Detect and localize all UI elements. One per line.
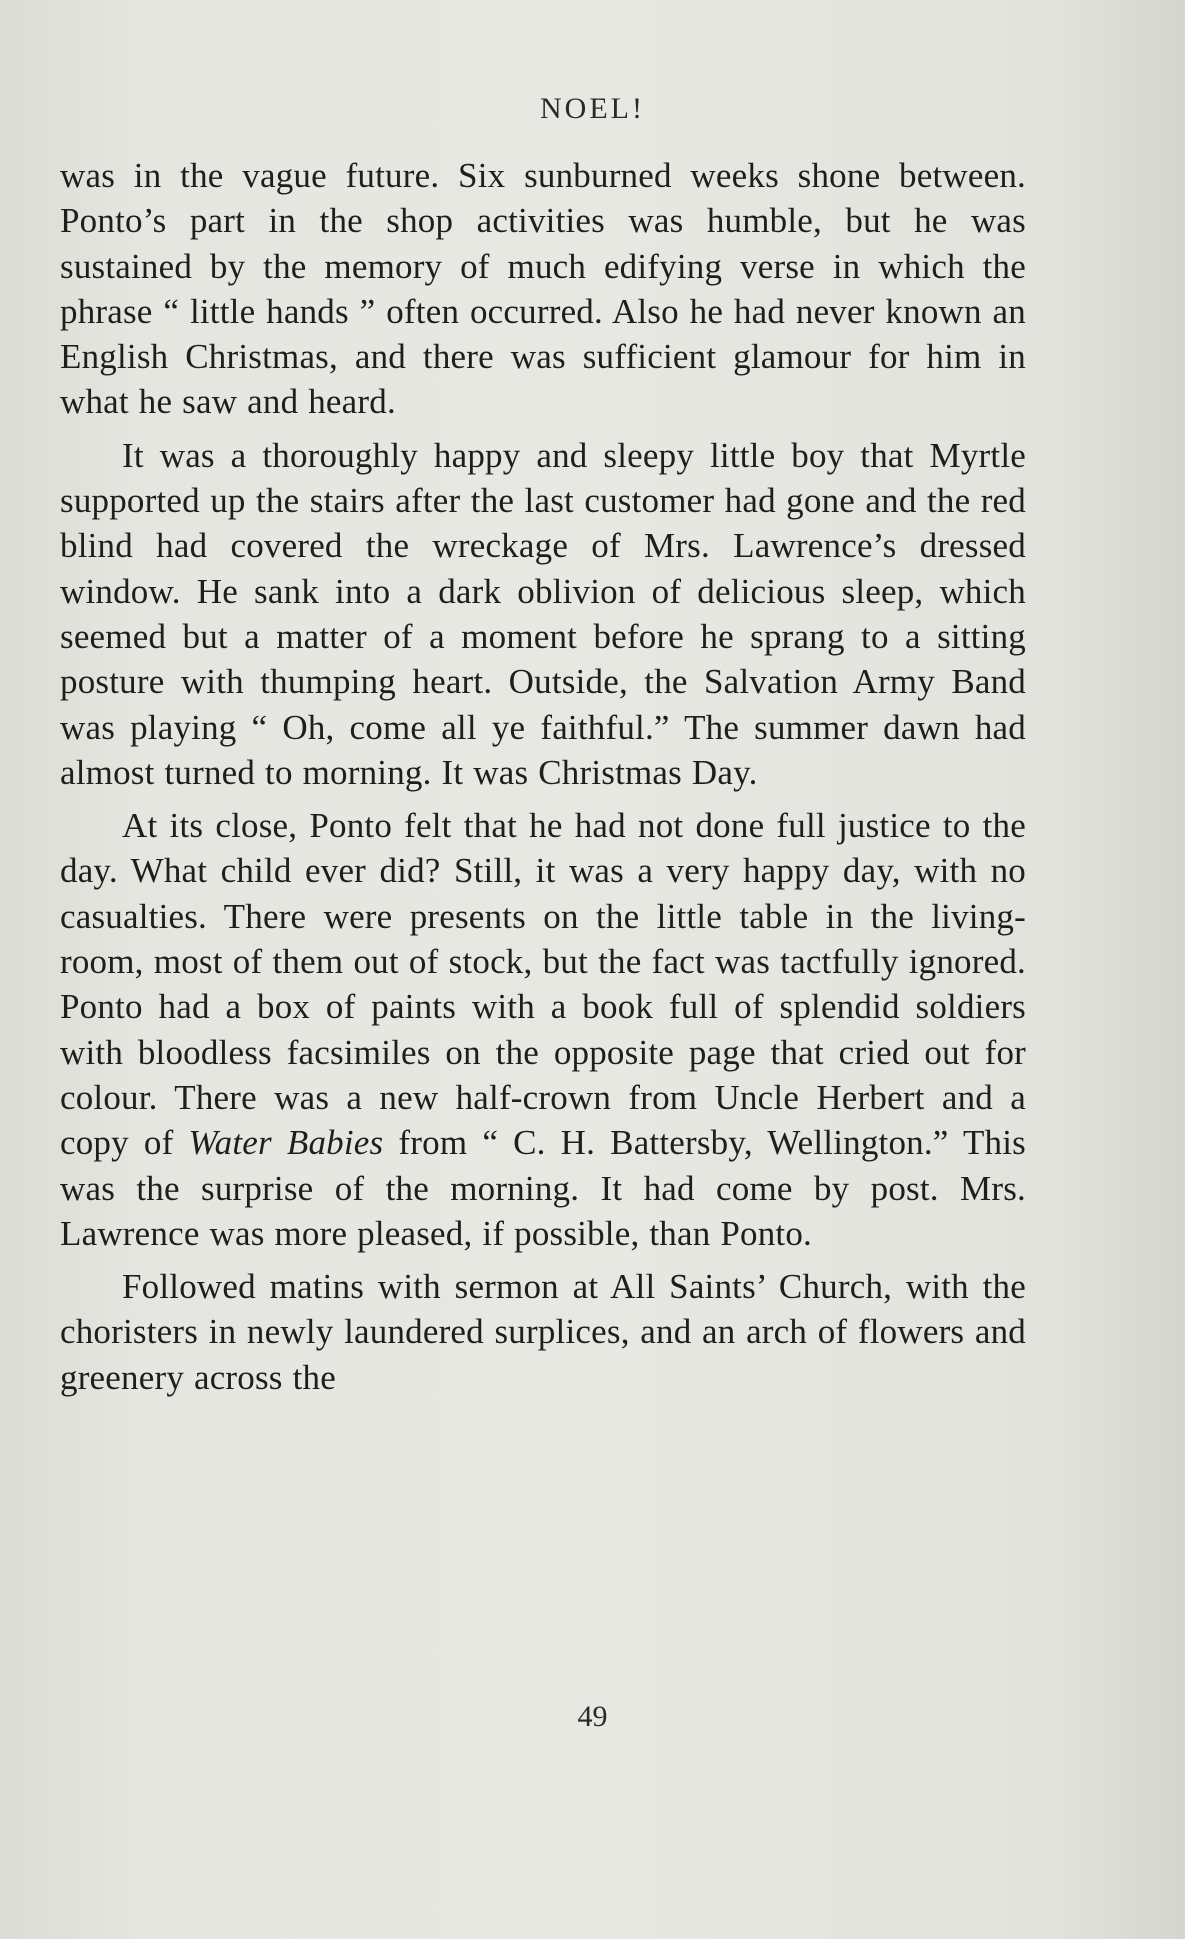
paragraph-3-part-a: At its close, Ponto felt that he had not done full justice to the day. What child ever did? Still, it was a very happy day, with no casualties. There were presents on the little table in the living-room, most of them out of stock, but the fact was tactfully ignored. Ponto had a box of paints with a book full of splendid soldiers with bloodless facsimiles on the opposite page that cried out for colour. There was a new half-crown from Uncle Herbert and a copy of [60,806,1026,1163]
paragraph-2: It was a thoroughly happy and sleepy little boy that Myrtle supported up the stairs after the last customer had gone and the red blind had covered the wreckage of Mrs. Lawrence’s dressed window. He sank into a dark oblivion of delicious sleep, which seemed but a matter of a moment before he sprang to a sitting posture with thumping heart. Outside, the Salvation Army Band was playing “ Oh, come all ye faithful.” The summer dawn had almost turned to morning. It was Christmas Day. [60,435,1026,792]
paragraph-3-part-b: from “ C. H. Battersby, Wellington.” This was the surprise of the morning. It had come by post. Mrs. Lawrence was more pleased, if possible, than Ponto. [60,1123,1026,1253]
page-number: 49 [577,1700,608,1733]
paragraph-1: was in the vague future. Six sunburned weeks shone between. Ponto’s part in the shop activities was humble, but he was sustained by the memory of much edifying verse in which the phrase “ little hands ” often occurred. Also he had never known an English Christmas, and there was sufficient glamour for him in what he saw and heard. [60,156,1026,422]
running-head: NOEL! [540,92,645,125]
paragraph-3 [60,803,1026,1256]
book-title-italic: Water Babies [188,1123,384,1163]
body-text [60,153,1026,1408]
paragraph-4: Followed matins with sermon at All Saints’ Church, with the choristers in newly laundered surplices, and an arch of flowers and greenery across the [60,1267,1026,1397]
